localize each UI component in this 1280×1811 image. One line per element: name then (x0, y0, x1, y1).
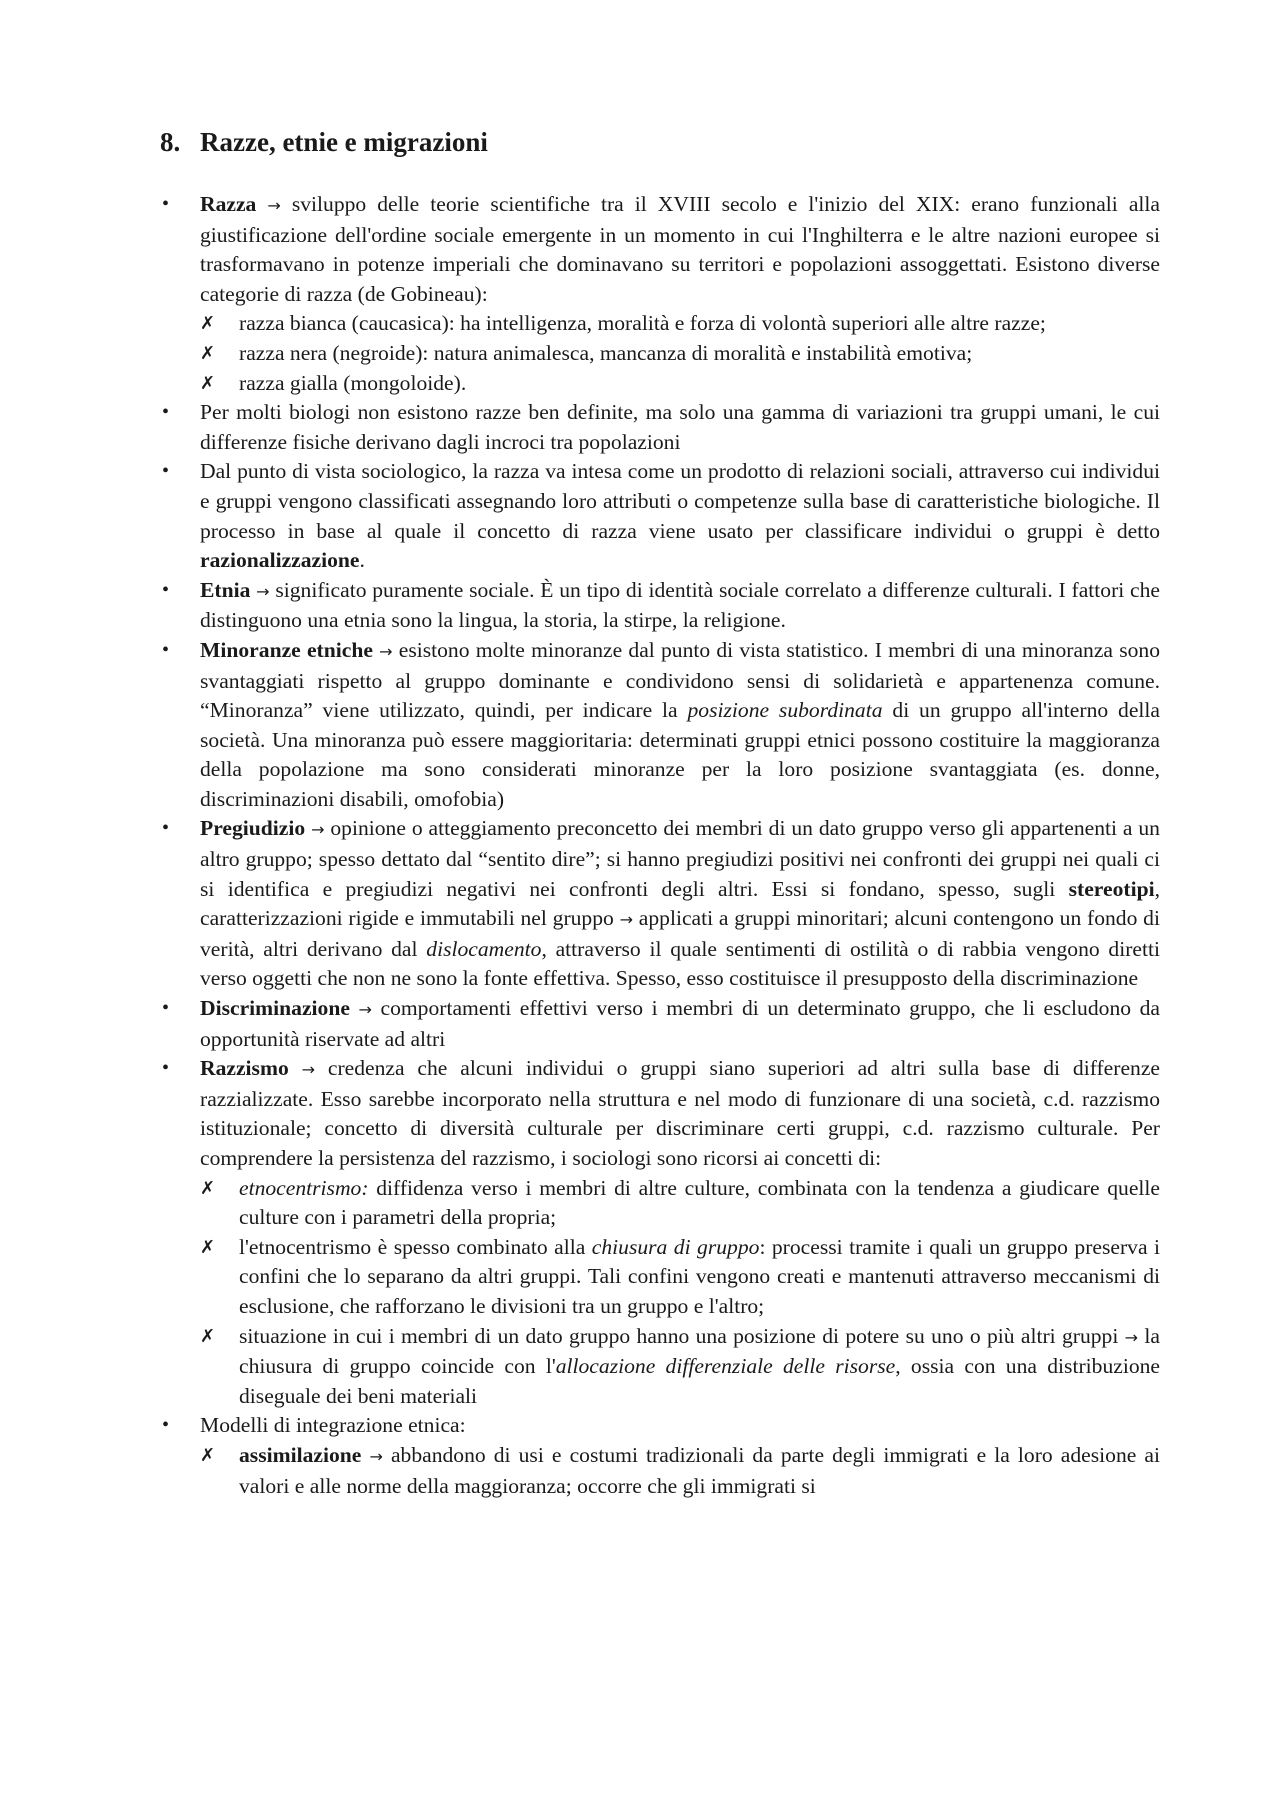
item-text-end: . (359, 548, 365, 573)
list-item-razzismo (160, 1054, 1160, 1411)
sub-item-text: , ossia con una distribuzione diseguale dei beni materiali (239, 1354, 1161, 1408)
list-item-minoranze (160, 636, 1160, 815)
arrow-icon: → (379, 641, 393, 661)
sub-item-text: abbandono di usi e costumi tradizionali da parte degli immigrati e la loro adesione ai valori e alle norme della maggioranza; occorre che gli immigrati si (239, 1442, 1160, 1498)
bullet-list (160, 190, 1160, 1501)
sub-item-text: : processi tramite i quali un gruppo preserva i confini che lo separano da altri gruppi. Tali confini vengono creati e mantenuti attraverso meccanismi di esclusione, che rafforzano le divisioni tra un gruppo e l'altro; (239, 1234, 1161, 1318)
term-razzismo: Razzismo (200, 1056, 289, 1081)
term-assimilazione: assimilazione (239, 1442, 362, 1467)
item-text: Dal punto di vista sociologico, la razza va intesa come un prodotto di relazioni sociali, attraverso cui individui e gruppi vengono classificati assegnando loro attributi o competenze sulla base di caratteristiche biologiche. Il processo in base al quale il concetto di razza viene usato per classificare individui o gruppi è detto (200, 459, 1160, 543)
section-number: 8. (160, 127, 181, 157)
item-text: esistono molte minoranze dal punto di vista statistico. I membri di una minoranza sono svantaggiati rispetto al gruppo dominante e condividono sensi di solidarietà e appartenenza comune. “Minoranza” viene utilizzato, quindi, per indicare la (200, 637, 1160, 723)
item-text: applicati a gruppi minoritari; alcuni contengono un fondo di verità, altri derivano dal (200, 906, 1160, 961)
cross-icon: ✗ (200, 313, 216, 335)
term-etnia: Etnia (200, 577, 251, 602)
term-razionalizzazione: razionalizzazione (200, 548, 360, 573)
list-item-pregiudizio (160, 814, 1160, 994)
cross-icon: ✗ (200, 1444, 216, 1466)
sub-list (200, 1174, 1160, 1412)
section-heading (160, 124, 488, 160)
sub-item-text: l'etnocentrismo è spesso combinato alla (239, 1234, 586, 1259)
sub-item (200, 369, 1160, 399)
list-item-razza (160, 190, 1160, 398)
emphasis-text: dislocamento (426, 936, 542, 961)
term-minoranze-etniche: Minoranze etniche (200, 637, 373, 662)
item-text: , attraverso il quale sentimenti di ostilità o di rabbia vengono diretti verso oggetti che non ne sono la fonte effettiva. Spesso, esso costituisce il presupposto della discriminazione (200, 936, 1161, 991)
arrow-icon: → (369, 1446, 383, 1466)
item-text: di un gruppo all'interno della società. Una minoranza può essere maggioritaria: determinati gruppi etnici possono costituire la maggioranza della popolazione ma sono considerati minoranze per la loro posizione svantaggiata (es. donne, discriminazioni disabili, omofobia) (200, 698, 1160, 811)
term-pregiudizio: Pregiudizio (200, 816, 306, 841)
sub-item-text: razza gialla (mongoloide). (239, 370, 467, 395)
list-item-modelli (160, 1411, 1160, 1501)
arrow-icon: → (619, 910, 634, 930)
list-item-biologi (160, 398, 1160, 457)
term-discriminazione: Discriminazione (200, 996, 350, 1021)
list-item-sociologico (160, 457, 1160, 575)
sub-item (200, 339, 1160, 369)
item-text: Modelli di integrazione etnica: (200, 1413, 466, 1438)
emphasis-text: allocazione differenziale delle risorse (555, 1354, 896, 1379)
bullet-icon: • (162, 817, 170, 840)
bullet-icon: • (162, 1057, 170, 1080)
bullet-icon: • (162, 1414, 170, 1437)
sub-item-text: la chiusura di gruppo coincide con l' (239, 1323, 1160, 1379)
term-stereotipi: stereotipi (1068, 876, 1155, 901)
sub-item (200, 309, 1160, 339)
bullet-icon: • (162, 997, 170, 1020)
sub-item (200, 1174, 1160, 1233)
sub-item (200, 1233, 1160, 1322)
arrow-icon: → (256, 581, 270, 601)
arrow-icon: → (1124, 1327, 1139, 1347)
list-item-discriminazione (160, 994, 1160, 1054)
sub-item-text: situazione in cui i membri di un dato gruppo hanno una posizione di potere su uno o più altri gruppi (239, 1323, 1119, 1348)
cross-icon: ✗ (200, 372, 216, 394)
emphasis-text: posizione subordinata (687, 698, 883, 723)
sub-item-text: razza nera (negroide): natura animalesca, mancanza di moralità e instabilità emotiva; (239, 340, 973, 365)
emphasis-text: etnocentrismo: (239, 1175, 369, 1200)
bullet-icon: • (162, 460, 170, 483)
arrow-icon: → (311, 820, 325, 840)
section-body (160, 190, 1160, 1501)
bullet-icon: • (162, 638, 170, 661)
section-title: Razze, etnie e migrazioni (200, 127, 488, 157)
bullet-icon: • (162, 193, 170, 215)
cross-icon: ✗ (200, 1236, 216, 1258)
sub-item-text: diffidenza verso i membri di altre culture, combinata con la tendenza a giudicare quelle culture con i parametri della propria; (239, 1175, 1160, 1230)
sub-list (200, 309, 1160, 398)
item-text: Per molti biologi non esistono razze ben definite, ma solo una gamma di variazioni tra gruppi umani, le cui differenze fisiche derivano dagli incroci tra popolazioni (200, 400, 1160, 454)
item-text: , caratterizzazioni rigide e immutabili nel gruppo (200, 876, 1160, 931)
item-text: sviluppo delle teorie scientifiche tra il XVIII secolo e l'inizio del XIX: erano funzionali alla giustificazione dell'ordine sociale emergente in un momento in cui l'Inghilterra e le altre nazioni europee si trasformavano in potenze imperiali che dominavano su territori e popolazioni assoggettati. Esistono diverse categorie di razza (de Gobineau): (200, 192, 1160, 306)
emphasis-text: chiusura di gruppo (591, 1234, 760, 1259)
item-text: comportamenti effettivi verso i membri di un determinato gruppo, che li escludono da opportunità riservate ad altri (200, 996, 1160, 1051)
term-razza: Razza (200, 192, 257, 216)
item-text: significato puramente sociale. È un tipo di identità sociale correlato a differenze culturali. I fattori che distinguono una etnia sono la lingua, la storia, la stirpe, la religione. (200, 577, 1160, 633)
sub-list (200, 1441, 1160, 1501)
cross-icon: ✗ (200, 1177, 216, 1199)
sub-item-text: razza bianca (caucasica): ha intelligenza, moralità e forza di volontà superiori alle altre razze; (239, 311, 1046, 336)
sub-item (200, 1441, 1160, 1501)
item-text: credenza che alcuni individui o gruppi siano superiori ad altri sulla base di differenze razzializzate. Esso sarebbe incorporato nella struttura e nel modo di funzionare di una società, c.d. razzismo istituzionale; concetto di diversità culturale per discriminare certi gruppi, c.d. razzismo culturale. Per comprendere la persistenza del razzismo, i sociologi sono ricorsi ai concetti di: (200, 1056, 1161, 1170)
cross-icon: ✗ (200, 342, 216, 364)
arrow-icon: → (301, 1060, 316, 1080)
arrow-icon: → (358, 1000, 372, 1020)
cross-icon: ✗ (200, 1325, 216, 1347)
arrow-icon: → (267, 196, 281, 215)
list-item-etnia (160, 576, 1160, 636)
item-text: opinione o atteggiamento preconcetto dei membri di un dato gruppo verso gli appartenenti a un altro gruppo; spesso dettato dal “sentito dire”; si hanno pregiudizi positivi nei confronti dei gruppi nei quali ci si identifica e pregiudizi negativi nei confronti degli altri. Essi si fondano, spesso, sugli (200, 816, 1160, 901)
sub-item (200, 1322, 1160, 1412)
bullet-icon: • (162, 401, 170, 424)
bullet-icon: • (162, 578, 170, 601)
